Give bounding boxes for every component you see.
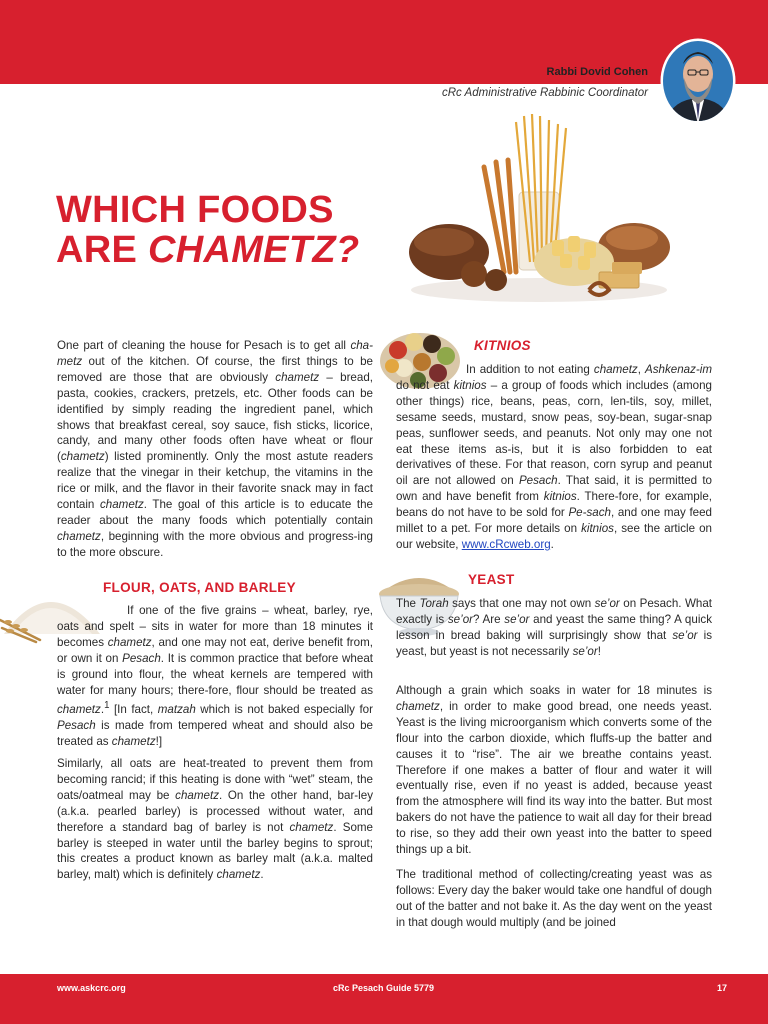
italic-term: Pe-sach (568, 506, 611, 520)
italic-term: cha-metz (57, 339, 373, 368)
italic-term: chametz (289, 820, 334, 834)
italic-term: Pesach (518, 474, 558, 488)
intro-paragraph: One part of cleaning the house for Pesach is to get all cha-metz out of the kitchen. Of course, the first things to be removed are those that are obviously chametz – bread, pasta, cookies, crackers, pretzels, etc. Other foods can be identified by simply reading the ingredient panel, which shows that breakfast cereal, soy sauce, fish sticks, licorice, candy, and many other foods often have wheat or flour (chametz) listed prominently. Only the most astute readers realize that the vinegar in their ketchup, the vitamins in the rice or milk, and the flavor in their favorite snack may in fact contain chametz. The goal of this article is to educate the reader about the many foods which potentially contain chametz, beginning with the more obvious and progress-ing to the more obscure. (57, 339, 373, 559)
footer-publication: cRc Pesach Guide 5779 (333, 983, 435, 993)
italic-term: Pesach (57, 719, 96, 733)
kitnios-heading: KITNIOS (474, 338, 531, 353)
italic-term: chametz (275, 370, 320, 384)
italic-term: kitnios (543, 490, 577, 504)
italic-term: chametz (111, 735, 156, 749)
yeast-paragraph-1: The Torah says that one may not own se’or on Pesach. What exactly is se’or? Are se’or and yeast the same thing? A quick lesson in bread baking will surprisingly show that se’or is yeast, but yeast is not necessarily se’or! (396, 597, 713, 658)
yeast-paragraph-2: Although a grain which soaks in water for 18 minutes is chametz, in order to make good bread, one needs yeast. Yeast is the living microorganism which converts some of the flour into the carbon dioxide, which fluffs-up the batter and causes it to “rise”. The air we breathe contains yeast. Therefore if one makes a batter of flour and water it will eventually rise, even if no yeast is added, because yeast from the atmosphere will find its way into the batter. But most bakers do not have the patience to wait all day for their bread to rise, so they add their own yeast into the batter to speed things up a bit. (396, 684, 712, 857)
website-link[interactable]: www.cRcweb.org (461, 537, 551, 551)
yeast-heading: YEAST (468, 572, 515, 587)
italic-term: chametz (593, 363, 638, 376)
title-line-1: WHICH FOODS (56, 189, 334, 231)
italic-term: chametz (175, 788, 219, 802)
author-name: Rabbi Dovid Cohen (546, 66, 648, 78)
bread-pasta-photo (404, 112, 674, 307)
article-title (56, 190, 359, 270)
yeast-paragraph-3: The traditional method of collecting/creating yeast was as follows: Every day the baker would take one handful of dough out of the batter and not bake it. As the day went on the yeast in that dough would multiply (and be joined (396, 868, 712, 929)
italic-term: se’or (594, 597, 620, 610)
author-role: cRc Administrative Rabbinic Coordinator (441, 87, 648, 99)
italic-term: matzah (157, 703, 196, 717)
footer-website: www.askcrc.org (57, 983, 126, 993)
italic-term: kitnios (453, 378, 487, 392)
flour-paragraph-1: If one of the five grains – wheat, barley, rye, oats and spelt – sits in water for more than 18 minutes it becomes chametz, and one may not eat, derive benefit from, or own it on Pesach. It is common practice that before wheat is ground into flour, the wheat kernels are tempered with water for many hours; there-fore, flour should be treated as chametz.$^1$ [In fact, matzah which is not baked especially for Pesach is made from tempered wheat and should also be treated as chametz!] (57, 604, 373, 749)
flour-paragraph-2: Similarly, all oats are heat-treated to prevent them from becoming rancid; if this heating is done with “wet” steam, the oats/oatmeal may be chametz. On the other hand, bar-ley (a.k.a. pearled barley) is processed without water, and therefore a standard bag of barley is not chametz. Some barley is steeped in water until the barley begins to sprout; this creates a product known as barley malt (a.k.a. malted barley, malt) which is definitely chametz. (57, 757, 373, 882)
title-line-2-prefix: ARE (56, 229, 148, 271)
title-line-2-italic: CHAMETZ? (148, 229, 360, 271)
italic-term: chametz (107, 635, 152, 649)
footer-band (0, 974, 768, 1024)
italic-term: chametz (60, 450, 105, 464)
italic-term: se’or (447, 612, 474, 626)
italic-term: se’or (572, 644, 598, 658)
italic-term: chametz (396, 699, 440, 713)
italic-term: se’or (672, 628, 698, 642)
italic-term: kitnios (581, 522, 614, 536)
page-number: 17 (717, 983, 728, 993)
italic-term: chametz (216, 868, 261, 882)
flour-oats-barley-heading: FLOUR, OATS, AND BARLEY (103, 580, 296, 595)
header-band (0, 0, 768, 84)
italic-term: Torah (419, 597, 449, 610)
italic-term: se’or (504, 612, 530, 626)
italic-term: chametz (57, 703, 101, 717)
italic-term: Ashkenaz-im (644, 363, 712, 376)
italic-term: chametz (57, 529, 101, 543)
italic-term: chametz (99, 498, 144, 512)
italic-term: Pesach (122, 651, 161, 665)
footnote-marker: 1 (104, 700, 110, 712)
kitnios-paragraph: In addition to not eating chametz, Ashkenaz-im do not eat kitnios – a group of foods which includes (among other things) rice, beans, peas, corn, len-tils, soy, millet, sesame seeds, mustard, snow peas, soy-bean, sugar-snap peas, sunflower seeds, and peanuts. Not only may one not eat these items as-is, but it is also forbidden to eat derivatives of these. For that reason, corn syrup and peanut oil are not allowed on Pesach. That said, it is permitted to own and have benefit from kitnios. There-fore, for example, beans do not have to be sold for Pe-sach, and one may feed millet to a pet. For more details on kitnios, see the article on our website, www.cRcweb.org. (396, 363, 713, 551)
